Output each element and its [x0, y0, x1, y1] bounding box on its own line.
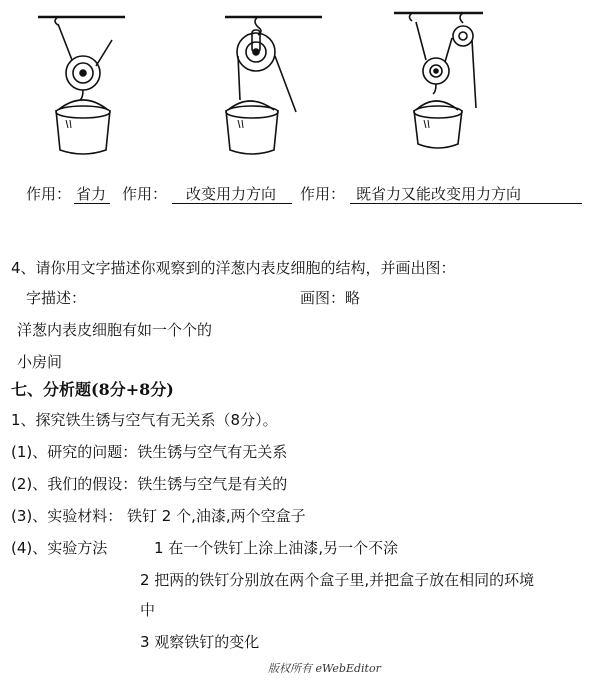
pulley-answer-2: 改变用力方向 [186, 185, 277, 203]
pulley-diagrams [0, 0, 604, 180]
section-7-heading: 七、分析题(8分+8分) [11, 380, 174, 399]
movable-pulley-diagram [38, 17, 125, 154]
question-1-title: 1、探究铁生锈与空气有无关系（8分）。 [11, 411, 278, 429]
materials: (3)、实验材料： 铁钉 2 个,油漆,两个空盒子 [11, 507, 306, 525]
method-step-2: 2 把两的铁钉分别放在两个盒子里,并把盒子放在相同的环境 [140, 571, 535, 589]
pulley-answer-3: 既省力又能改变用力方向 [356, 185, 522, 203]
method-step-1: 1 在一个铁钉上涂上油漆,另一个不涂 [154, 539, 399, 557]
pulley-block-diagram [394, 13, 483, 148]
description-answer-line-2: 小房间 [17, 353, 63, 371]
description-label: 字描述： [26, 289, 87, 307]
pulley-function-label-3: 作用： [300, 185, 346, 203]
research-question: (1)、研究的问题：铁生锈与空气有无关系 [11, 443, 288, 461]
hypothesis: (2)、我们的假设：铁生锈与空气是有关的 [11, 475, 288, 493]
drawing-label: 画图：略 [300, 289, 361, 307]
pulley-function-label-1: 作用： [26, 185, 72, 203]
question-4-title: 4、请你用文字描述你观察到的洋葱内表皮细胞的结构，并画出图： [11, 259, 456, 277]
answer-underline-3 [350, 203, 582, 204]
method-label: (4)、实验方法 [11, 539, 108, 557]
copyright-footer: 版权所有 eWebEditor [268, 662, 381, 675]
method-step-3: 3 观察铁钉的变化 [140, 633, 260, 651]
pulley-answer-1: 省力 [76, 185, 107, 203]
method-step-2-continued: 中 [140, 601, 156, 619]
description-answer-line-1: 洋葱内表皮细胞有如一个个的 [17, 321, 213, 339]
pulley-function-label-2: 作用： [122, 185, 168, 203]
answer-underline-2 [172, 203, 292, 204]
fixed-pulley-diagram [225, 17, 322, 154]
answer-underline-1 [74, 203, 110, 204]
